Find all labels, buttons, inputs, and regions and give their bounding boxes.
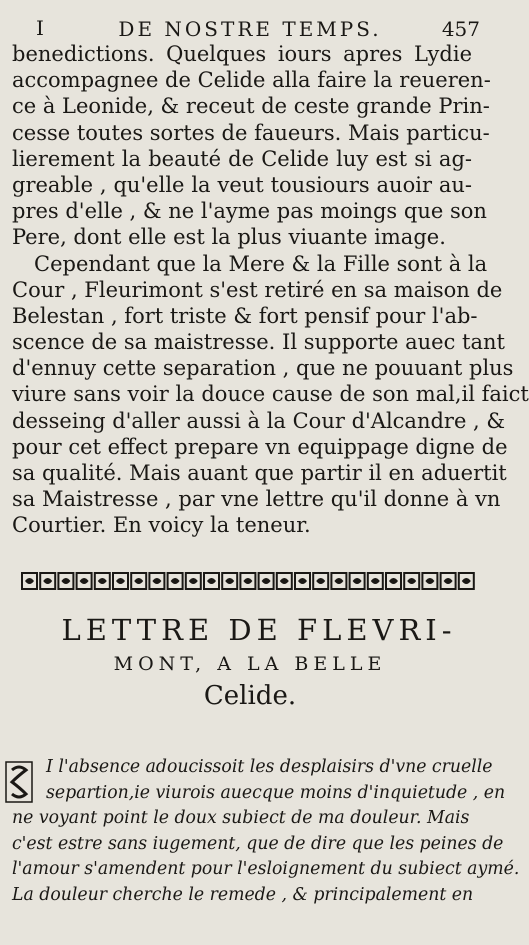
body-line: Belestan , fort triste & fort pensif pour l'ab- bbox=[12, 303, 478, 328]
body-line: sa Maistresse , par vne lettre qu'il donne à vn bbox=[12, 487, 501, 512]
body-line: pour cet effect prepare vn equippage digne de bbox=[12, 434, 508, 459]
body-line: benedictions. Quelques iours apres Lydie bbox=[12, 42, 472, 66]
body-text bbox=[12, 41, 529, 539]
letter-line: I l'absence adoucissoit les desplaisirs d'vne cruelle bbox=[46, 757, 493, 777]
body-line: Pere, dont elle est la plus viuante image. bbox=[12, 225, 446, 250]
body-line: pres d'elle , & ne l'ayme pas moings que son bbox=[12, 199, 487, 224]
running-head bbox=[0, 6, 500, 40]
body-line: scence de sa maistresse. Il supporte auec tant bbox=[12, 330, 505, 355]
letter-heading-line-1: LETTRE DE FLEVRI- bbox=[61, 613, 457, 647]
letter-heading-line-2: MONT, A LA BELLE bbox=[113, 653, 387, 675]
body-line: Courtier. En voicy la teneur. bbox=[12, 513, 311, 538]
letter-line: La douleur cherche le remede , & principalement en bbox=[12, 884, 474, 905]
letter-line: c'est estre sans iugement, que de dire que les peines de bbox=[12, 833, 504, 854]
body-line: lierement la beauté de Celide luy est si ag- bbox=[12, 146, 472, 171]
letter-heading bbox=[0, 612, 500, 712]
ornament-band-icon bbox=[20, 572, 480, 590]
letter-line: l'amour s'amendent pour l'esloignement du subiect aymé. bbox=[12, 859, 520, 879]
body-line: Cependant que la Mere & la Fille sont à la bbox=[34, 251, 488, 276]
body-line: ce à Leonide, & receut de ceste grande Prin- bbox=[12, 94, 490, 119]
letter-body bbox=[12, 755, 520, 908]
body-line: greable , qu'elle la veut tousiours auoir au- bbox=[12, 172, 472, 197]
body-line: Cour , Fleurimont s'est retiré en sa maison de bbox=[12, 277, 503, 302]
body-line: d'ennuy cette separation , que ne pouuant plus bbox=[12, 356, 514, 381]
body-line: cesse toutes sortes de faueurs. Mais particu- bbox=[12, 120, 490, 145]
letter-line: ne voyant point le doux subiect de ma douleur. Mais bbox=[12, 808, 470, 828]
body-line: sa qualité. Mais auant que partir il en aduertit bbox=[12, 461, 507, 485]
body-line: accompagnee de Celide alla faire la reueren- bbox=[12, 68, 491, 93]
letter-line: separtion,ie viurois auecque moins d'inquietude , en bbox=[46, 782, 506, 803]
body-line: desseing d'aller aussi à la Cour d'Alcandre , & bbox=[12, 408, 506, 433]
body-line: viure sans voir la douce cause de son mal,il faict bbox=[12, 382, 529, 407]
page-number: 457 bbox=[441, 17, 480, 41]
letter-heading-line-3: Celide. bbox=[203, 681, 297, 711]
running-head-title: DE NOSTRE TEMPS. bbox=[118, 17, 382, 41]
running-head-mark: I bbox=[36, 16, 44, 40]
